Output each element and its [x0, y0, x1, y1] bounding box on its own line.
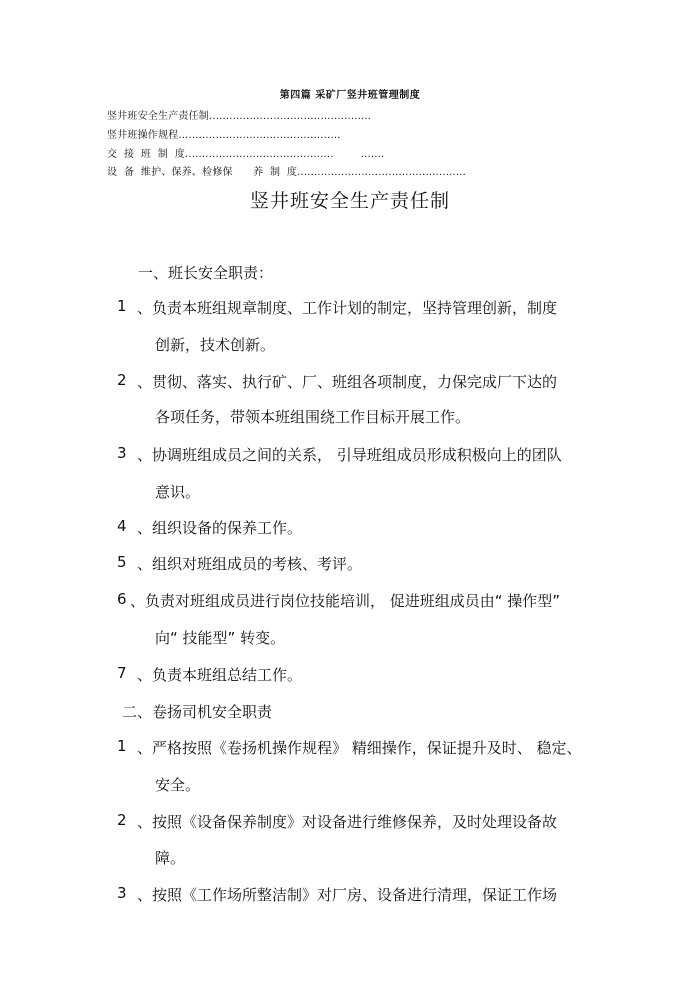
- toc-entry-operating-rules: 竖井班操作规程................................................: [107, 130, 341, 141]
- toc-entry-responsibility: 竖井班安全生产责任制................................................: [107, 111, 372, 122]
- list-item-number: 6: [117, 590, 127, 608]
- toc-entry-shift-handover: 交 接 班 制 度............................................ .......: [107, 149, 385, 160]
- list-item-number: 4: [117, 517, 127, 535]
- list-item-number: 5: [117, 553, 127, 571]
- chapter-title: 第四篇 采矿厂竖井班管理制度: [279, 90, 421, 101]
- list-item-text: 、按照《设备保养制度》对设备进行维修保养，及时处理设备故: [137, 813, 558, 831]
- toc-entry-maintenance: 设 备 维护、保养、检修保 养 制 度..................................................: [107, 167, 467, 178]
- list-item-continuation: 向“ 技能型” 转变。: [155, 629, 286, 647]
- list-item-continuation: 障。: [155, 849, 186, 867]
- list-item-text: 、严格按照《卷扬机操作规程》 精细操作，保证提升及时、 稳定、: [137, 739, 582, 757]
- list-item-number: 2: [117, 811, 127, 829]
- list-item-continuation: 意识。: [155, 483, 201, 501]
- list-item-text: 、协调班组成员之间的关系， 引导班组成员形成积极向上的团队: [137, 446, 562, 464]
- list-item-continuation: 创新，技术创新。: [155, 336, 276, 354]
- list-item-text: 、按照《工作场所整洁制》对厂房、设备进行清理，保证工作场: [137, 886, 558, 904]
- list-item-number: 1: [117, 737, 127, 755]
- list-item-text: 、组织设备的保养工作。: [137, 519, 303, 537]
- list-item-text: 、负责对班组成员进行岗位技能培训， 促进班组成员由“ 操作型”: [130, 592, 561, 610]
- list-item-text: 、贯彻、落实、执行矿、厂、班组各项制度，力保完成厂下达的: [137, 373, 558, 391]
- list-item-number: 2: [117, 371, 127, 389]
- list-item-text: 、组织对班组成员的考核、考评。: [137, 555, 363, 573]
- list-item-text: 、负责本班组规章制度、工作计划的制定，坚持管理创新，制度: [137, 299, 558, 317]
- list-item-continuation: 安全。: [155, 776, 201, 794]
- list-item-number: 1: [117, 297, 127, 315]
- list-item-number: 3: [117, 444, 127, 462]
- section-heading-2: 二、卷扬司机安全职责: [122, 703, 273, 721]
- list-item-number: 3: [117, 884, 127, 902]
- list-item-number: 7: [117, 664, 127, 682]
- section-heading-1: 一、班长安全职责：: [138, 264, 274, 282]
- list-item-continuation: 各项任务，带领本班组围绕工作目标开展工作。: [155, 408, 471, 426]
- list-item-text: 、负责本班组总结工作。: [137, 666, 303, 684]
- document-title: 竖井班安全生产责任制: [249, 190, 450, 212]
